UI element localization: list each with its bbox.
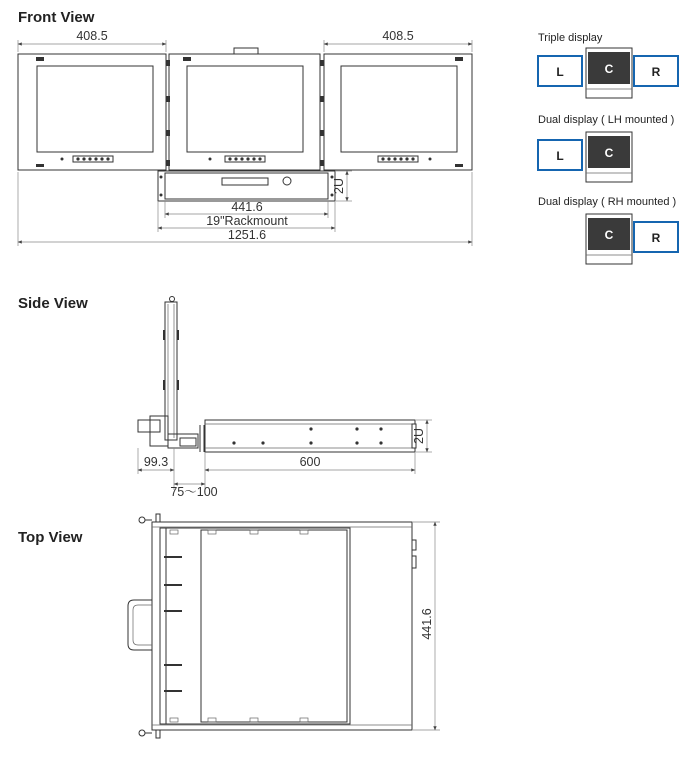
dim-total-width: 1251.6 <box>227 228 267 242</box>
top-view-title: Top View <box>18 529 83 546</box>
legend-triple-key-r: R <box>651 65 661 79</box>
left-monitor <box>18 54 166 170</box>
top-drawer <box>160 528 350 724</box>
legend-dual-rh <box>586 214 678 264</box>
top-view <box>18 514 440 738</box>
dim-side-height: 2U <box>412 428 426 444</box>
dim-top-width: 441.6 <box>420 608 434 640</box>
legend-dual-lh-title: Dual display ( LH mounted ) <box>538 114 675 126</box>
side-dimensions <box>138 420 432 499</box>
top-handle <box>128 600 152 650</box>
legend-dual-lh-key-l: L <box>556 149 564 163</box>
dim-front-height: 2U <box>332 178 346 194</box>
legend-triple-key-l: L <box>556 65 564 79</box>
top-screws <box>139 514 160 738</box>
dim-rail-range: 75～100 <box>170 485 218 499</box>
display-legend <box>538 32 678 264</box>
front-dimensions <box>18 29 472 246</box>
side-hinge-bracket <box>138 416 204 452</box>
front-view-title: Front View <box>18 9 95 26</box>
legend-dual-rh-key-r: R <box>651 231 661 245</box>
dim-side-depth: 600 <box>299 455 321 469</box>
top-chassis <box>152 522 412 730</box>
dim-right-width: 408.5 <box>382 29 414 43</box>
dim-left-width: 408.5 <box>76 29 108 43</box>
legend-triple-key-c: C <box>604 62 614 76</box>
side-view-title: Side View <box>18 295 88 312</box>
legend-triple <box>538 48 678 98</box>
rack-unit-front <box>158 171 335 201</box>
side-view <box>18 295 432 499</box>
legend-dual-rh-title: Dual display ( RH mounted ) <box>538 196 677 208</box>
right-monitor <box>324 54 472 170</box>
front-view <box>18 9 472 246</box>
side-chassis <box>205 420 416 452</box>
dim-rack-width: 441.6 <box>231 200 263 214</box>
legend-triple-title: Triple display <box>538 32 603 44</box>
dim-rackmount-label: 19"Rackmount <box>206 214 288 228</box>
dim-front-offset: 99.3 <box>143 455 169 469</box>
center-monitor <box>166 48 324 170</box>
legend-dual-lh <box>538 132 632 182</box>
side-monitor <box>163 297 179 441</box>
legend-dual-rh-key-c: C <box>604 228 614 242</box>
top-dimensions <box>413 522 440 730</box>
legend-dual-lh-key-c: C <box>604 146 614 160</box>
